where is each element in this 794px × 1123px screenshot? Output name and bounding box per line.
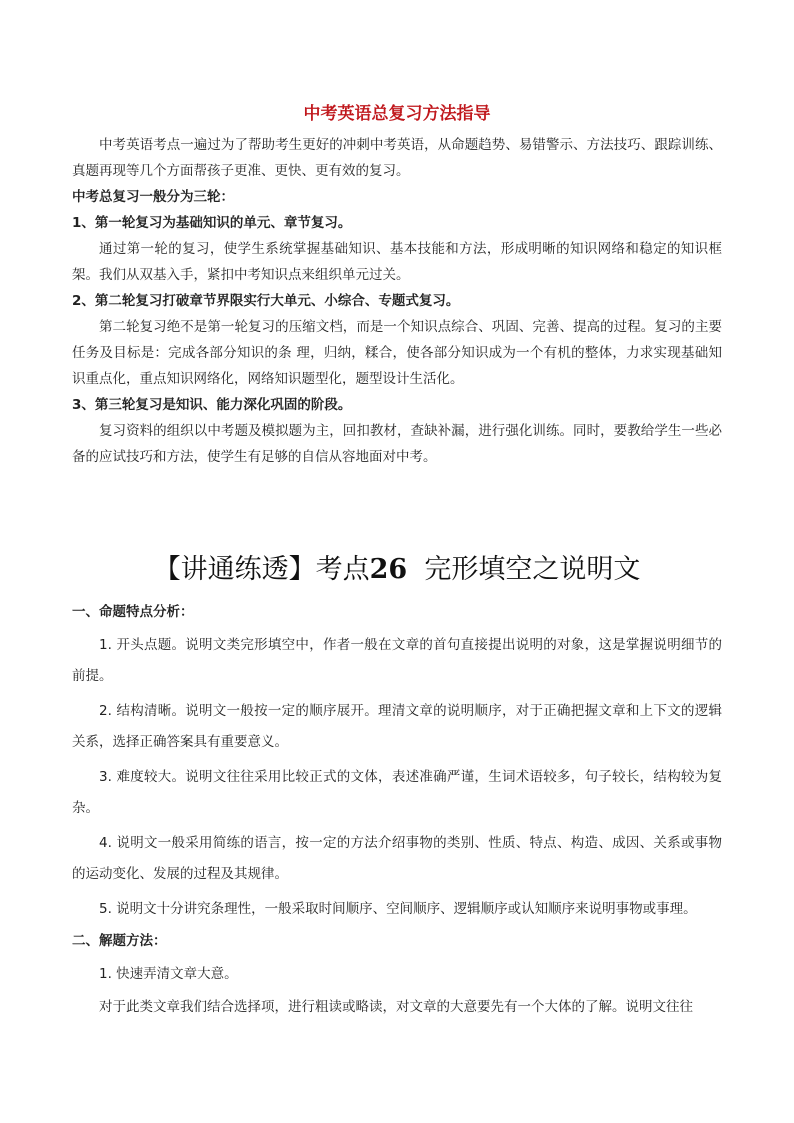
round1-paragraph: 通过第一轮的复习，使学生系统掌握基础知识、基本技能和方法，形成明晰的知识网络和稳定的知识框架。我们从双基入手，紧扣中考知识点来组织单元过关。: [72, 241, 722, 283]
part1-heading: 一、命题特点分析：: [72, 604, 194, 620]
part2-item: 对于此类文章我们结合选择项，进行粗读或略读，对文章的大意要先有一个大体的了解。说明文往往: [99, 999, 693, 1015]
rounds-heading: 中考总复习一般分为三轮：: [72, 189, 234, 205]
round2-paragraph: 第二轮复习绝不是第一轮复习的压缩文档，而是一个知识点综合、巩固、完善、提高的过程。复习的主要任务及目标是：完成各部分知识的条 理，归纳，糅合，使各部分知识成为一个有机的整体，力求实现基础知识重点化，重点知识网络化，网络知识题型化，题型设计生活化。: [72, 319, 722, 387]
section-title: [72, 550, 722, 590]
round1-heading: 1、第一轮复习为基础知识的单元、章节复习。: [72, 215, 352, 231]
round2-heading: 2、第二轮复习打破章节界限实行大单元、小综合、专题式复习。: [72, 293, 460, 309]
section-title-number: 26: [369, 554, 408, 585]
section-title-suffix: 完形填空之说明文: [424, 554, 641, 585]
intro-paragraph: 中考英语考点一遍过为了帮助考生更好的冲刺中考英语，从命题趋势、易错警示、方法技巧、跟踪训练、真题再现等几个方面帮孩子更准、更快、更有效的复习。: [72, 137, 722, 179]
section-title-prefix: 【讲通练透】考点: [153, 554, 370, 585]
part1-item: 5. 说明文十分讲究条理性，一般采取时间顺序、空间顺序、逻辑顺序或认知顺序来说明事物或事理。: [99, 901, 697, 917]
document-title: 中考英语总复习方法指导: [303, 104, 491, 124]
part1-item: 3. 难度较大。说明文往往采用比较正式的文体，表述准确严谨，生词术语较多，句子较长，结构较为复杂。: [72, 769, 722, 816]
part1-item: 2. 结构清晰。说明文一般按一定的顺序展开。理清文章的说明顺序，对于正确把握文章和上下文的逻辑关系，选择正确答案具有重要意义。: [72, 703, 722, 750]
part1-item: 1. 开头点题。说明文类完形填空中，作者一般在文章的首句直接提出说明的对象，这是掌握说明细节的前提。: [72, 637, 722, 684]
part1-item: 4. 说明文一般采用简练的语言，按一定的方法介绍事物的类别、性质、特点、构造、成因、关系或事物的运动变化、发展的过程及其规律。: [72, 835, 722, 882]
part2-heading: 二、解题方法：: [72, 933, 167, 949]
document-page: [72, 100, 722, 1025]
part2-item: 1. 快速弄清文章大意。: [99, 966, 238, 982]
round3-heading: 3、第三轮复习是知识、能力深化巩固的阶段。: [72, 397, 352, 413]
round3-paragraph: 复习资料的组织以中考题及模拟题为主，回扣教材，查缺补漏，进行强化训练。同时，要教给学生一些必备的应试技巧和方法，使学生有足够的自信从容地面对中考。: [72, 423, 722, 465]
